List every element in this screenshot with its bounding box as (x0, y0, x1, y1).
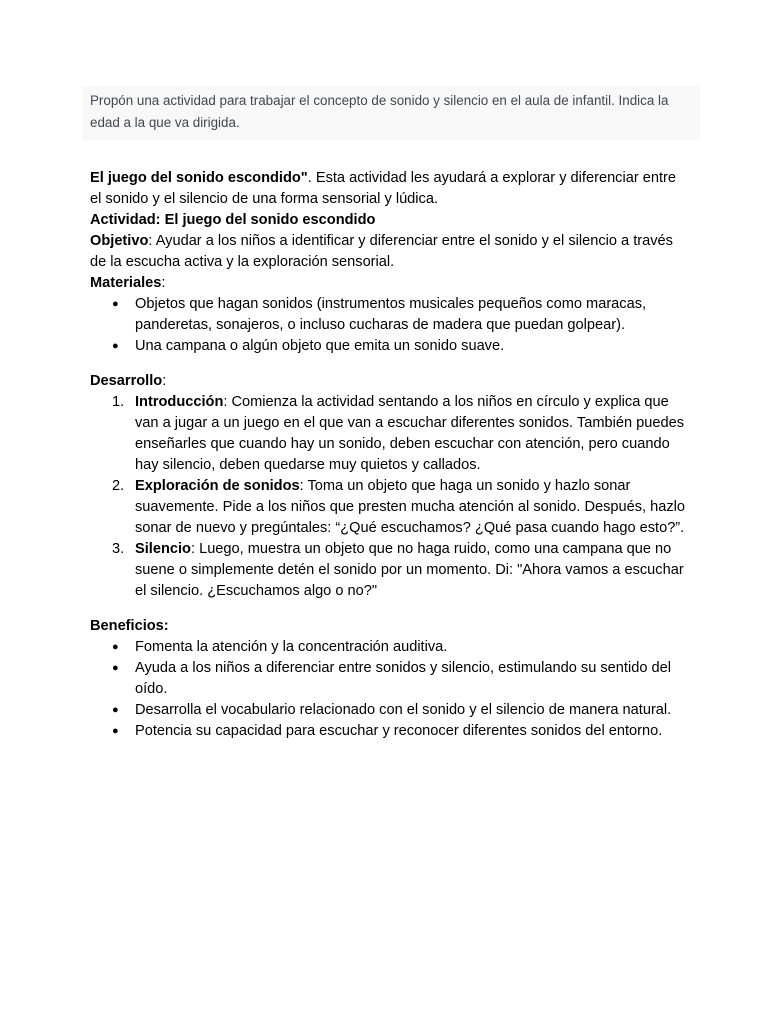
objective-paragraph (90, 231, 690, 273)
step-title: Introducción (135, 394, 224, 410)
step-number: 2. (112, 478, 125, 494)
prompt-text: Propón una actividad para trabajar el concepto de sonido y silencio en el aula de infantil. Indica la edad a la que va dirigida. (90, 93, 669, 130)
user-prompt (82, 86, 700, 140)
list-item (90, 294, 690, 336)
list-item (90, 637, 690, 658)
step-item (90, 392, 690, 476)
intro-paragraph (90, 168, 690, 210)
development-suffix: : (162, 373, 167, 389)
step-item (90, 476, 690, 539)
step-text: : Comienza la actividad sentando a los niños en círculo y explica que van a jugar a un juego en el que van a escuchar diferentes sonidos. También puedes enseñarles que cuando hay un sonido, deben escuchar con atención, pero cuando hay silencio, deben quedarse muy quietos y callados. (135, 394, 684, 473)
development-steps (90, 392, 690, 602)
step-item (90, 539, 690, 602)
bullet-icon: ● (112, 725, 119, 737)
list-item (90, 658, 690, 700)
step-text: : Toma un objeto que haga un sonido y hazlo sonar suavemente. Pide a los niños que presten mucha atención al sonido. Después, hazlo sonar de nuevo y pregúntales: “¿Qué escuchamos? ¿Qué pasa cuando hago esto?”. (135, 478, 686, 536)
list-item-text: Fomenta la atención y la concentración auditiva. (135, 639, 448, 655)
response-body (90, 168, 690, 756)
list-item-text: Potencia su capacidad para escuchar y reconocer diferentes sonidos del entorno. (135, 723, 663, 739)
step-number: 3. (112, 541, 125, 557)
benefits-list (90, 637, 690, 742)
list-item (90, 336, 690, 357)
objective-text: : Ayudar a los niños a identificar y diferenciar entre el sonido y el silencio a través de la escucha activa y la exploración sensorial. (90, 233, 673, 270)
list-item (90, 721, 690, 742)
list-item-text: Objetos que hagan sonidos (instrumentos musicales pequeños como maracas, panderetas, sonajeros, o incluso cucharas de madera que puedan golpear). (135, 296, 647, 333)
list-item-text: Una campana o algún objeto que emita un sonido suave. (135, 338, 505, 354)
benefits-label: Beneficios: (90, 618, 169, 634)
intro-title: El juego del sonido escondido" (90, 170, 308, 186)
step-text: : Luego, muestra un objeto que no haga ruido, como una campana que no suene o simplemente detén el sonido por un momento. Di: "Ahora vamos a escuchar el silencio. ¿Escuchamos algo o no?" (135, 541, 684, 599)
step-title: Exploración de sonidos (135, 478, 300, 494)
development-label: Desarrollo (90, 373, 163, 389)
materials-heading (90, 273, 690, 294)
bullet-icon: ● (112, 662, 119, 674)
materials-label: Materiales (90, 275, 162, 291)
development-heading (90, 371, 690, 392)
activity-heading (90, 210, 690, 231)
step-number: 1. (112, 394, 125, 410)
materials-suffix: : (161, 275, 166, 291)
intro-text: . Esta actividad les ayudará a explorar y diferenciar entre el sonido y el silencio de una forma sensorial y lúdica. (90, 170, 677, 207)
bullet-icon: ● (112, 340, 119, 352)
bullet-icon: ● (112, 298, 119, 310)
materials-list (90, 294, 690, 357)
list-item (90, 700, 690, 721)
bullet-icon: ● (112, 704, 119, 716)
benefits-heading (90, 616, 690, 637)
bullet-icon: ● (112, 641, 119, 653)
activity-heading-text: Actividad: El juego del sonido escondido (90, 212, 376, 228)
list-item-text: Ayuda a los niños a diferenciar entre sonidos y silencio, estimulando su sentido del oído. (135, 660, 671, 697)
step-title: Silencio (135, 541, 191, 557)
objective-label: Objetivo (90, 233, 149, 249)
list-item-text: Desarrolla el vocabulario relacionado con el sonido y el silencio de manera natural. (135, 702, 672, 718)
